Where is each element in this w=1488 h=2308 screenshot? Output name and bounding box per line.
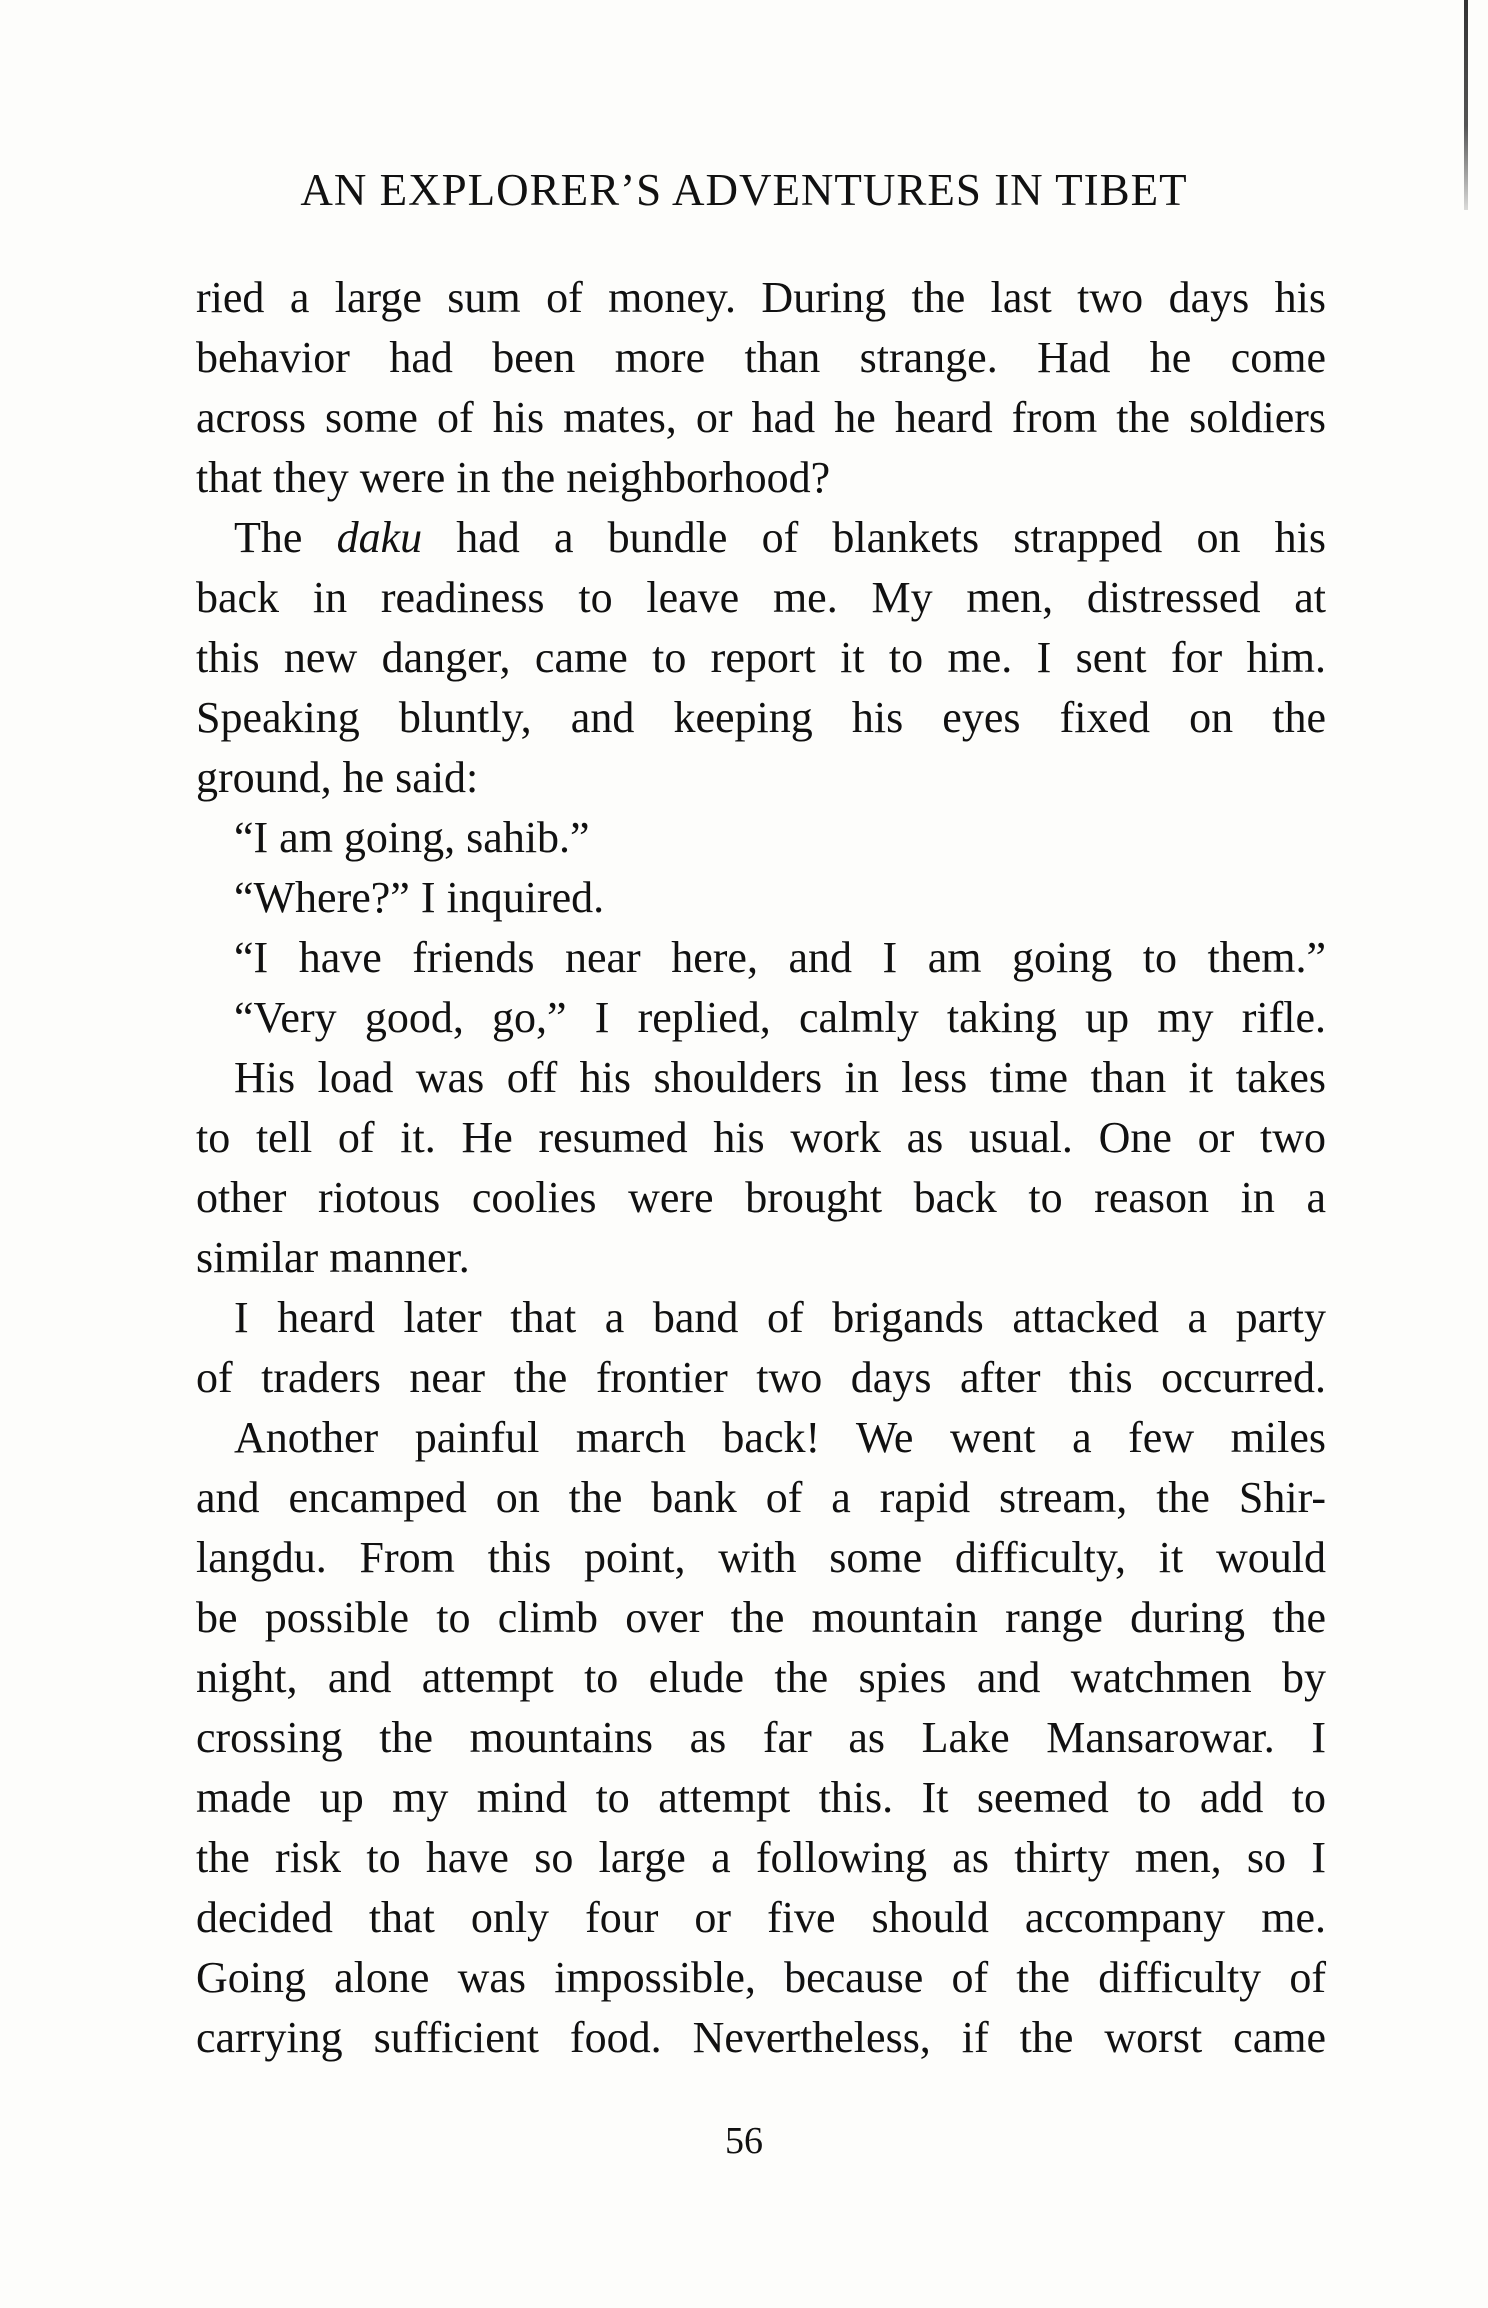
text-line: I heard later that a band of brigands attacked a party xyxy=(234,1293,1326,1342)
text-line: night, and attempt to elude the spies and watchmen by xyxy=(196,1653,1326,1702)
text-line: of traders near the frontier two days after this occurred. xyxy=(196,1353,1326,1402)
text-line: back in readiness to leave me. My men, distressed at xyxy=(196,573,1326,622)
text-line: ried a large sum of money. During the last two days his xyxy=(196,273,1326,322)
text-line: the risk to have so large a following as thirty men, so I xyxy=(196,1833,1326,1882)
text-line: Another painful march back! We went a few miles xyxy=(234,1413,1326,1462)
text-line: “Very good, go,” I replied, calmly taking up my rifle. xyxy=(234,993,1326,1042)
text-line: The daku had a bundle of blankets strapped on his xyxy=(234,513,1326,562)
text-line: other riotous coolies were brought back to reason in a xyxy=(196,1173,1326,1222)
text-line: carrying sufficient food. Nevertheless, if the worst came xyxy=(196,2013,1326,2062)
text-line: crossing the mountains as far as Lake Mansarowar. I xyxy=(196,1713,1326,1762)
text-line: this new danger, came to report it to me. I sent for him. xyxy=(196,633,1326,682)
italic-word: daku xyxy=(336,513,423,562)
text-line: to tell of it. He resumed his work as usual. One or two xyxy=(196,1113,1326,1162)
text-line: “I have friends near here, and I am going to them.” xyxy=(234,933,1326,982)
page-number: 56 xyxy=(725,2120,763,2162)
text-line: be possible to climb over the mountain range during the xyxy=(196,1593,1326,1642)
text-line: that they were in the neighborhood? xyxy=(196,453,831,502)
text-line: behavior had been more than strange. Had he come xyxy=(196,333,1326,382)
text-line: similar manner. xyxy=(196,1233,470,1282)
text-line: “I am going, sahib.” xyxy=(234,813,590,862)
text-line: made up my mind to attempt this. It seemed to add to xyxy=(196,1773,1326,1822)
text-line: Speaking bluntly, and keeping his eyes fixed on the xyxy=(196,693,1326,742)
text-line: and encamped on the bank of a rapid stream, the Shir- xyxy=(196,1473,1326,1522)
body-text xyxy=(196,268,1326,2068)
text-line: Going alone was impossible, because of the difficulty of xyxy=(196,1953,1326,2002)
running-head: AN EXPLORER’S ADVENTURES IN TIBET xyxy=(300,165,1188,215)
text-line: langdu. From this point, with some difficulty, it would xyxy=(196,1533,1326,1582)
text-line: across some of his mates, or had he heard from the soldiers xyxy=(196,393,1326,442)
text-line: His load was off his shoulders in less time than it takes xyxy=(234,1053,1326,1102)
text-line: decided that only four or five should accompany me. xyxy=(196,1893,1326,1942)
text-line: ground, he said: xyxy=(196,753,479,802)
text-line: “Where?” I inquired. xyxy=(234,873,605,922)
